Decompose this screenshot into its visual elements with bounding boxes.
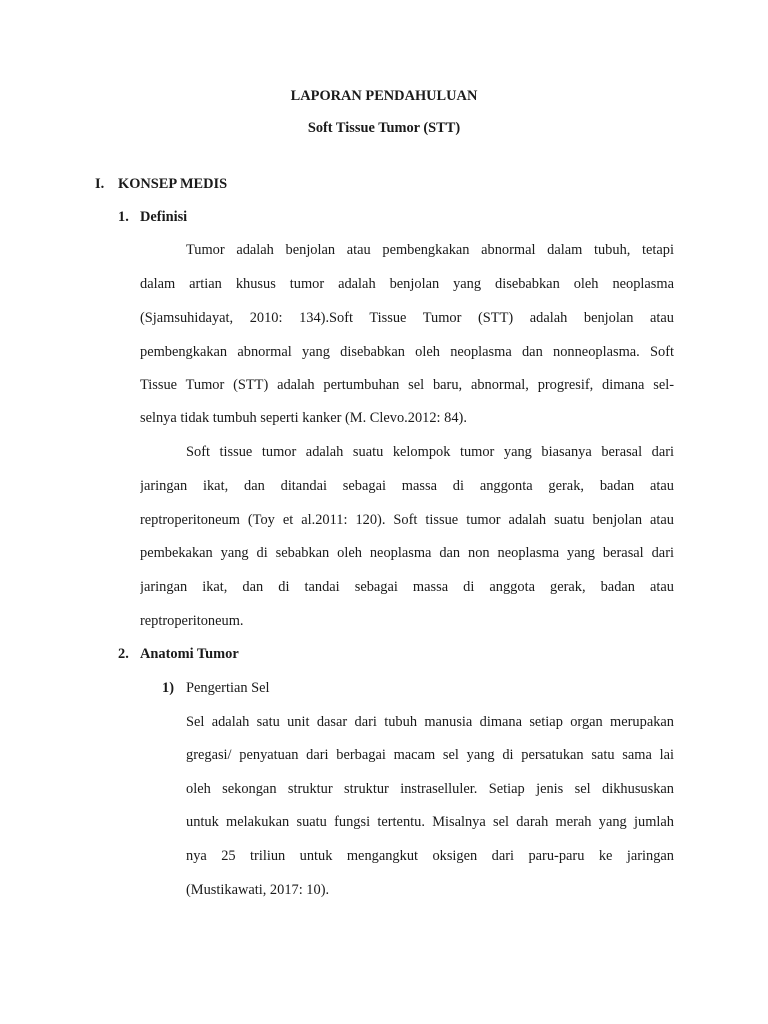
paragraph-line: selnya tidak tumbuh seperti kanker (M. Clevo.2012: 84). [140, 410, 467, 426]
paragraph-line: Tissue Tumor (STT) adalah pertumbuhan sel baru, abnormal, progresif, dimana sel- [140, 377, 674, 393]
section-number: I. [95, 176, 105, 192]
subsection-number: 2. [118, 646, 129, 662]
paragraph-line: reptroperitoneum. [140, 613, 244, 629]
paragraph-line: oleh sekongan struktur struktur instraselluler. Setiap jenis sel dikhususkan [186, 781, 674, 797]
subsection-heading: Anatomi Tumor [140, 646, 239, 662]
paragraph-line: jaringan ikat, dan di tandai sebagai massa di anggota gerak, badan atau [140, 579, 674, 595]
subsection-heading: Definisi [140, 209, 188, 225]
paragraph-line: pembekakan yang di sebabkan oleh neoplasma dan non neoplasma yang berasal dari [140, 545, 674, 561]
paragraph-line: reptroperitoneum (Toy et al.2011: 120). Soft tissue tumor adalah suatu benjolan atau [140, 512, 674, 528]
item-number: 1) [162, 680, 174, 696]
paragraph-line: untuk melakukan suatu fungsi tertentu. Misalnya sel darah merah yang jumlah [186, 814, 674, 830]
paragraph-line: (Mustikawati, 2017: 10). [186, 882, 330, 898]
paragraph-line: gregasi/ penyatuan dari berbagai macam sel yang di persatukan satu sama lai [186, 747, 674, 763]
paragraph-line: Tumor adalah benjolan atau pembengkakan abnormal dalam tubuh, tetapi [186, 242, 674, 258]
paragraph-line: Sel adalah satu unit dasar dari tubuh manusia dimana setiap organ merupakan [186, 714, 674, 730]
paragraph-line: Soft tissue tumor adalah suatu kelompok tumor yang biasanya berasal dari [186, 444, 674, 460]
paragraph-line: dalam artian khusus tumor adalah benjolan yang disebabkan oleh neoplasma [140, 276, 674, 292]
document-title: LAPORAN PENDAHULUAN [290, 88, 478, 104]
paragraph-line: nya 25 triliun untuk mengangkut oksigen dari paru-paru ke jaringan [186, 848, 674, 864]
paragraph-line: (Sjamsuhidayat, 2010: 134).Soft Tissue Tumor (STT) adalah benjolan atau [140, 310, 674, 326]
item-heading: Pengertian Sel [186, 680, 270, 696]
paragraph-line: pembengkakan abnormal yang disebabkan oleh neoplasma dan nonneoplasma. Soft [140, 344, 674, 360]
paragraph-line: jaringan ikat, dan ditandai sebagai massa di anggonta gerak, badan atau [140, 478, 674, 494]
section-heading: KONSEP MEDIS [118, 176, 228, 192]
document-subtitle: Soft Tissue Tumor (STT) [307, 120, 461, 136]
subsection-number: 1. [118, 209, 129, 225]
